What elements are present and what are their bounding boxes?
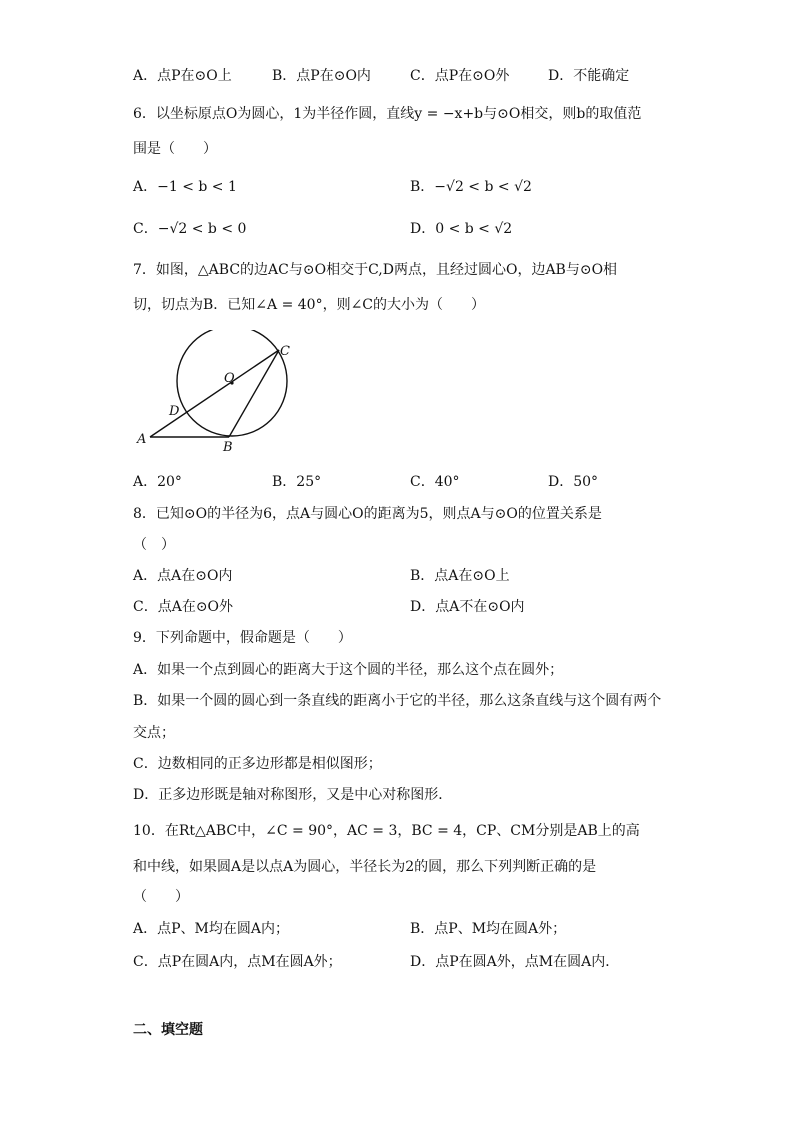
q7-label-o: O (224, 371, 235, 386)
q9-option-b-line2: 交点； (133, 725, 175, 741)
q5-option-a: A．点P在⊙O上 (133, 68, 232, 84)
q7-option-b: B．25° (272, 474, 322, 490)
q6-option-b: B．−√2 < b < √2 (410, 179, 532, 195)
q10-stem-line1: 10．在Rt△ABC中，∠C = 90°，AC = 3，BC = 4，CP、CM分别是AB上的高 (133, 823, 640, 839)
section-title-fill-in: 二、填空题 (133, 1022, 203, 1038)
q10-option-b: B．点P、M均在圆A外； (410, 921, 567, 937)
q7-label-b: B (223, 440, 233, 455)
q7-segment-bc (229, 350, 279, 437)
q6-option-d: D．0 < b < √2 (410, 221, 513, 237)
q10-option-d: D．点P在圆A外，点M在圆A内． (410, 954, 620, 970)
q10-stem-line2: 和中线，如果圆A是以点A为圆心，半径长为2的圆，那么下列判断正确的是 (133, 859, 597, 875)
q9-option-d: D．正多边形既是轴对称图形，又是中心对称图形． (133, 787, 453, 803)
q7-stem-line1: 7．如图，△ABC的边AC与⊙O相交于C,D两点，且经过圆心O，边AB与⊙O相 (133, 262, 618, 278)
q7-label-a: A (137, 432, 147, 447)
q7-option-d: D．50° (548, 474, 599, 490)
q7-segment-ac (150, 350, 279, 437)
q9-option-c: C．边数相同的正多边形都是相似图形； (133, 756, 382, 772)
q6-stem-line2: 围是（ ） (133, 141, 217, 157)
q7-figure (130, 330, 310, 460)
q10-stem-line3: （ ） (133, 889, 189, 905)
q7-label-d: D (169, 404, 180, 419)
q10-option-c: C．点P在圆A内，点M在圆A外； (133, 954, 342, 970)
q8-option-b: B．点A在⊙O上 (410, 568, 510, 584)
q7-label-c: C (280, 344, 290, 359)
q6-option-a: A．−1 < b < 1 (133, 179, 237, 195)
q8-stem-line1: 8．已知⊙O的半径为6，点A与圆心O的距离为5，则点A与⊙O的位置关系是 (133, 506, 602, 522)
q5-option-c: C．点P在⊙O外 (410, 68, 510, 84)
q5-option-d: D．不能确定 (548, 68, 630, 84)
q8-option-a: A．点A在⊙O内 (133, 568, 233, 584)
q7-stem-line2: 切，切点为B．已知∠A = 40°，则∠C的大小为（ ） (133, 297, 486, 313)
q7-option-a: A．20° (133, 474, 182, 490)
q9-option-b-line1: B．如果一个圆的圆心到一条直线的距离小于它的半径，那么这条直线与这个圆有两个 (133, 693, 662, 709)
q9-stem: 9．下列命题中，假命题是（ ） (133, 630, 352, 646)
q8-option-c: C．点A在⊙O外 (133, 599, 234, 615)
q7-option-c: C．40° (410, 474, 460, 490)
q9-option-a: A．如果一个点到圆心的距离大于这个圆的半径，那么这个点在圆外； (133, 662, 564, 678)
q8-stem-line2: （ ） (133, 537, 175, 553)
q5-option-b: B．点P在⊙O内 (272, 68, 371, 84)
q6-stem-line1: 6．以坐标原点O为圆心，1为半径作圆，直线y = −x+b与⊙O相交，则b的取值范 (133, 106, 642, 122)
q10-option-a: A．点P、M均在圆A内； (133, 921, 289, 937)
q8-option-d: D．点A不在⊙O内 (410, 599, 525, 615)
q6-option-c: C．−√2 < b < 0 (133, 221, 247, 237)
